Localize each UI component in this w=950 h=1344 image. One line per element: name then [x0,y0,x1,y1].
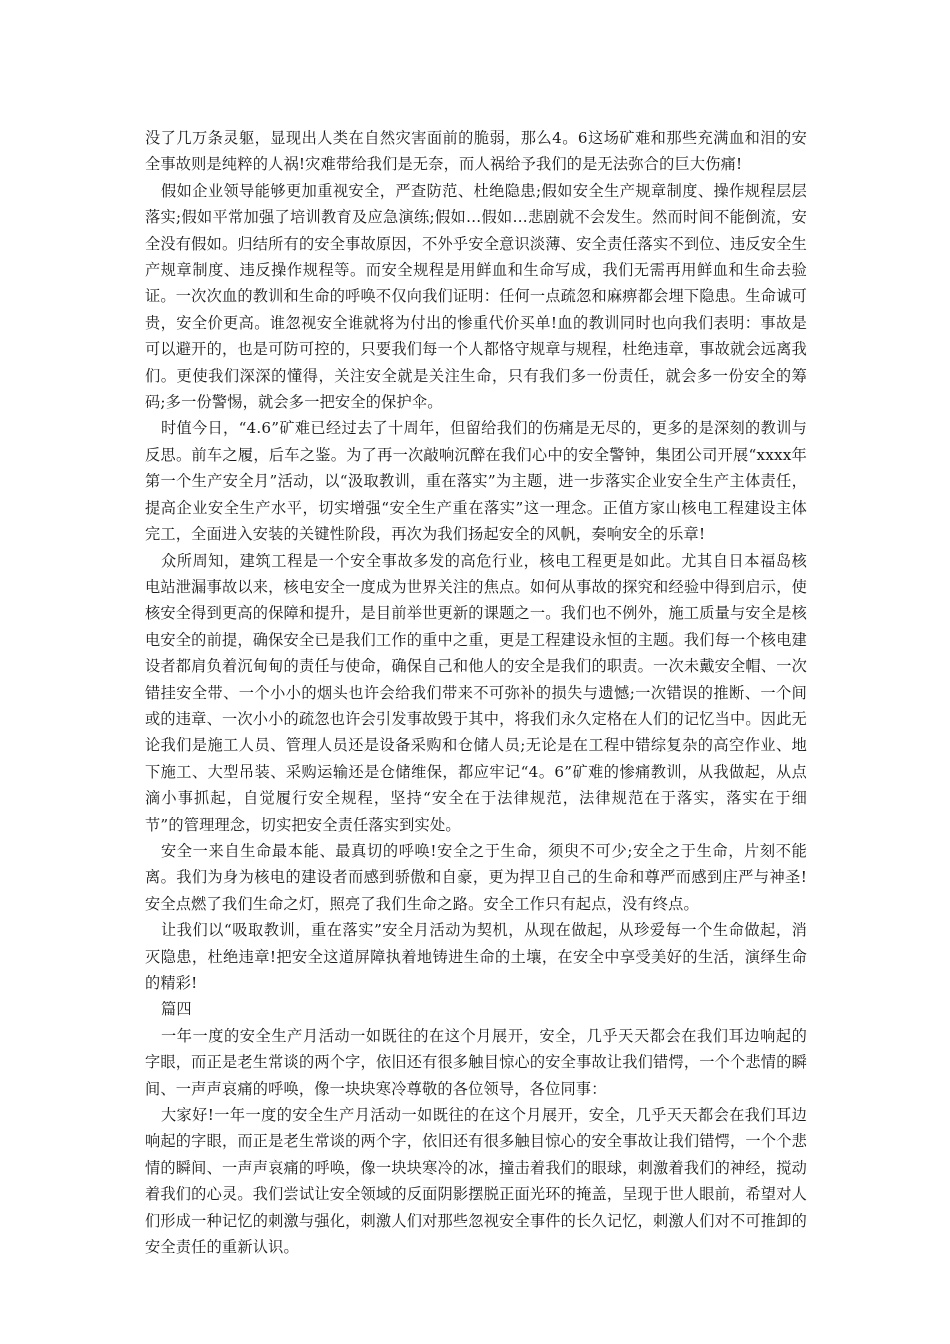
paragraph-1: 没了几万条灵躯，显现出人类在自然灾害面前的脆弱，那么4。6这场矿难和那些充满血和泪的安全事故则是纯粹的人祸!灾难带给我们是无奈，而人祸给予我们的是无法弥合的巨大伤痛! [145,129,807,174]
document-body [145,125,807,1260]
paragraph-3: 时值今日，“4.6”矿难已经过去了十周年，但留给我们的伤痛是无尽的，更多的是深刻的教训与反思。前车之履，后车之鉴。为了再一次敲响沉醉在我们心中的安全警钟，集团公司开展“xxxx年第一个生产安全月”活动，以“汲取教训，重在落实”为主题，进一步落实企业安全生产主体责任，提高企业安全生产水平，切实增强“安全生产重在落实”这一理念。正值方家山核电工程建设主体完工，全面进入安装的关键性阶段，再次为我们扬起安全的风帆，奏响安全的乐章! [145,419,807,544]
paragraph-2: 假如企业领导能够更加重视安全，严查防范、杜绝隐患;假如安全生产规章制度、操作规程层层落实;假如平常加强了培训教育及应急演练;假如…假如…悲剧就不会发生。然而时间不能倒流，安全没有假如。归结所有的安全事故原因，不外乎安全意识淡薄、安全责任落实不到位、违反安全生产规章制度、违反操作规程等。而安全规程是用鲜血和生命写成，我们无需再用鲜血和生命去验证。一次次血的教训和生命的呼唤不仅向我们证明：任何一点疏忽和麻痹都会埋下隐患。生命诚可贵，安全价更高。谁忽视安全谁就将为付出的惨重代价买单!血的教训同时也向我们表明：事故是可以避开的，也是可防可控的，只要我们每一个人都恪守规章与规程，杜绝违章，事故就会远离我们。更使我们深深的懂得，关注安全就是关注生命，只有我们多一份责任，就会多一份安全的筹码;多一份警惕，就会多一把安全的保护伞。 [145,181,807,412]
paragraph-4: 众所周知，建筑工程是一个安全事故多发的高危行业，核电工程更是如此。尤其自日本福岛核电站泄漏事故以来，核电安全一度成为世界关注的焦点。如何从事故的探究和经验中得到启示，使核安全得到更高的保障和提升，是目前举世更新的课题之一。我们也不例外，施工质量与安全是核电安全的前提，确保安全已是我们工作的重中之重，更是工程建设永恒的主题。我们每一个核电建设者都肩负着沉甸甸的责任与使命，确保自己和他人的安全是我们的职责。一次未戴安全帽、一次错挂安全带、一个小小的烟头也许会给我们带来不可弥补的损失与遗憾;一次错误的推断、一个间或的违章、一次小小的疏忽也许会引发事故毁于其中，将我们永久定格在人们的记忆当中。因此无论我们是施工人员、管理人员还是设备采购和仓储人员;无论是在工程中错综复杂的高空作业、地下施工、大型吊装、采购运输还是仓储维保，都应牢记“4。6”矿难的惨痛教训，从我做起，从点滴小事抓起，自觉履行安全规程，坚持“安全在于法律规范，法律规范在于落实，落实在于细节”的管理理念，切实把安全责任落实到实处。 [145,551,807,834]
paragraph-8: 大家好!一年一度的安全生产月活动一如既往的在这个月展开，安全，几乎天天都会在我们耳边响起的字眼，而正是老生常谈的两个字，依旧还有很多触目惊心的安全事故让我们错愕，一个个悲情的瞬间、一声声哀痛的呼唤，像一块块寒冷的冰，撞击着我们的眼球，刺激着我们的神经，搅动着我们的心灵。我们尝试让安全领域的反面阴影摆脱正面光环的掩盖，呈现于世人眼前，希望对人们形成一种记忆的刺激与强化，刺激人们对那些忽视安全事件的长久记忆，刺激人们对不可推卸的安全责任的重新认识。 [145,1106,807,1257]
paragraph-6: 让我们以“吸取教训，重在落实”安全月活动为契机，从现在做起，从珍爱每一个生命做起，消灭隐患，杜绝违章!把安全这道屏障执着地铸进生命的土壤，在安全中享受美好的生活，演绎生命的精彩! [145,921,807,992]
paragraph-5: 安全一来自生命最本能、最真切的呼唤!安全之于生命，须臾不可少;安全之于生命，片刻不能离。我们为身为核电的建设者而感到骄傲和自豪，更为捍卫自己的生命和尊严而感到庄严与神圣!安全点燃了我们生命之灯，照亮了我们生命之路。安全工作只有起点，没有终点。 [145,841,807,913]
section-heading: 篇四 [160,1000,192,1019]
paragraph-7: 一年一度的安全生产月活动一如既往的在这个月展开，安全，几乎天天都会在我们耳边响起的字眼，而正是老生常谈的两个字，依旧还有很多触目惊心的安全事故让我们错愕，一个个悲情的瞬间、一声声哀痛的呼唤，像一块块寒冷尊敬的各位领导，各位同事： [145,1026,807,1098]
